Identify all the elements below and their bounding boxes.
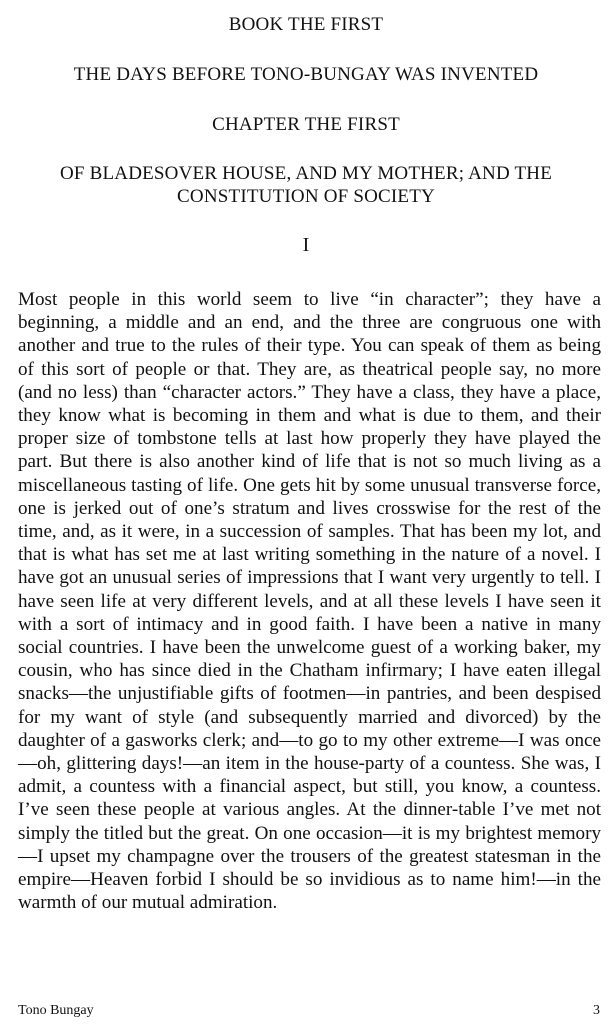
chapter-subtitle: OF BLADESOVER HOUSE, AND MY MOTHER; AND THE CONSTITUTION OF SOCIETY <box>59 163 553 207</box>
book-title: BOOK THE FIRST <box>228 14 384 35</box>
section-number: I <box>302 234 310 256</box>
body-paragraph: Most people in this world seem to live “in character”; they have a beginning, a middle and an end, and the three are congruous one with another and true to the rules of their type. You can speak of them as being of this sort of people or that. They are, as theatrical people say, no more (and no less) than “character actors.” They have a class, they have a place, they know what is becoming in them and what is due to them, and their proper size of tombstone tells at last how properly they have played the part. But there is also another kind of life that is not so much living as a miscellaneous tasting of life. One gets hit by some unusual transverse force, one is jerked out of one’s stratum and lives crosswise for the rest of the time, and, as it were, in a succession of samples. That has been my lot, and that is what has set me at last writing something in the nature of a novel. I have got an unusual series of impressions that I want very urgently to tell. I have seen life at very different levels, and at all these levels I have seen it with a sort of intimacy and in good faith. I have been a native in many social countries. I have been the unwelcome guest of a working baker, my cousin, who has since died in the Chatham infirmary; I have eaten illegal snacks—the unjustifiable gifts of footmen—in pantries, and been despised for my want of style (and subsequently married and divorced) by the daughter of a gasworks clerk; and—to go to my other extreme—I was once—oh, glittering days!—an item in the house-party of a countess. She was, I admit, a countess with a financial aspect, but still, you know, a countess. I’ve seen these people at various angles. At the dinner-table I’ve met not simply the titled but the great. On one occasion—it is my brightest memory—I upset my champagne over the trousers of the greatest statesman in the empire—Heaven forbid I should be so invidious as to name him!—in the warmth of our mutual admiration. <box>18 289 601 914</box>
footer-page-number: 3 <box>593 1003 600 1018</box>
footer-book-title: Tono Bungay <box>18 1003 94 1018</box>
part-title: THE DAYS BEFORE TONO-BUNGAY WAS INVENTED <box>73 64 539 85</box>
chapter-title: CHAPTER THE FIRST <box>212 114 400 135</box>
